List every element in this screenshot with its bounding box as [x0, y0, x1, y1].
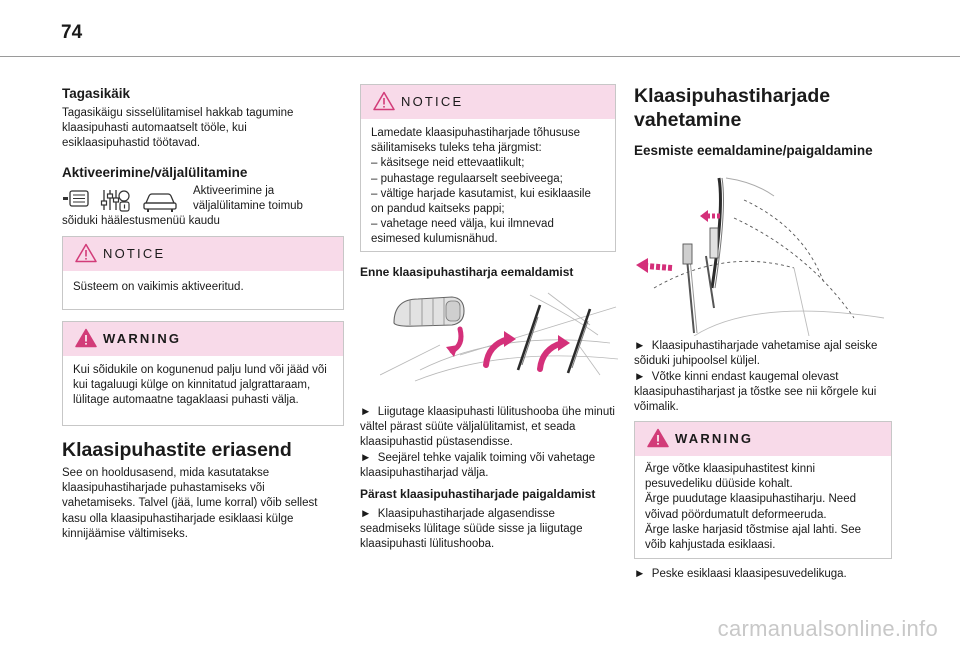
warning-box-2 — [634, 421, 892, 559]
notice-title: NOTICE — [401, 94, 464, 109]
enne-step-2: ► Seejärel tehke vajalik toiming või vahetage klaasipuhastiharjad välja. — [360, 451, 616, 481]
top-rule — [0, 56, 960, 57]
aktiveerimine-text-a: Aktiveerimine ja väljalülitamine toimub — [193, 185, 303, 213]
warning-text: Kui sõidukile on kogunenud palju lund või jääd või kui tagaluugi külge on kinnitatud jalgrattaraam, lülitage automaatne tagaklaasi puhasti välja. — [73, 364, 327, 407]
vehicle-settings-menu-icon — [62, 188, 187, 214]
notice-box-1 — [62, 236, 344, 310]
warning-icon — [75, 328, 97, 348]
wiper-stalk-illustration — [380, 285, 620, 385]
step-2: ► Võtke kinni endast kaugemal olevast klaasipuhastiharjast ja tõstke see nii kõrgele kui võimalik. — [634, 370, 890, 416]
parast-heading: Pärast klaasipuhastiharjade paigaldamist — [360, 487, 596, 501]
warning-text: Ärge võtke klaasipuhastitest kinni pesuvedeliku düüside kohalt. Ärge puudutage klaasipuhastiharju. Need võivad pöördumatult deformeeruda. Ärge laske harjasid tõstmise ajal lahti. See võib kahjustada esiklaasi. — [645, 463, 862, 552]
eemaldamine-heading: Eesmiste eemaldamine/paigaldamine — [634, 143, 873, 158]
notice-box-2 — [360, 84, 616, 252]
notice-icon — [373, 91, 395, 111]
wiper-blade-raised — [706, 178, 723, 308]
warning-title: WARNING — [103, 331, 182, 346]
warning-box-1 — [62, 321, 344, 426]
wiper-arm-left — [683, 244, 697, 333]
notice-text: Süsteem on vaikimis aktiveeritud. — [73, 281, 244, 293]
eriasend-heading: Klaasipuhastite eriasend — [62, 439, 292, 461]
wiper-removal-illustration — [634, 168, 884, 336]
pull-arrow-icon — [646, 266, 672, 268]
notice-icon — [75, 243, 97, 263]
warning-title: WARNING — [675, 431, 754, 446]
page-number: 74 — [61, 22, 83, 43]
wiper-blade-left — [518, 305, 540, 370]
enne-heading: Enne klaasipuhastiharja eemaldamist — [360, 265, 574, 279]
parast-step-1: ► Klaasipuhastiharjade algasendisse seadmiseks lülitage süüde sisse ja liigutage klaasipuhasti lülitushooba. — [360, 507, 616, 553]
settings-icons-row — [62, 188, 187, 214]
notice-text: Lamedate klaasipuhastiharjade tõhususe säilitamiseks tuleks teha järgmist: – käsitsege neid ettevaatlikult; – puhastage regulaarselt seebiveega; – vältige harjade kasutamist, kui esiklaasile on pandud kaitseks pappi; – vahetage need välja, kui ilmnevad esimesed kulumisnähud. — [371, 127, 591, 246]
warning-icon — [647, 428, 669, 448]
aktiveerimine-text-b: sõiduki häälestusmenüü kaudu — [62, 215, 220, 227]
tagasikaik-heading: Tagasikäik — [62, 86, 131, 101]
watermark: carmanualsonline.info — [717, 616, 938, 641]
step-3: ► Peske esiklaasi klaasipesuvedelikuga. — [634, 567, 890, 582]
wiper-stalk — [394, 297, 464, 326]
eriasend-text: See on hooldusasend, mida kasutatakse klaasipuhastiharjade puhastamiseks või vahetamiseks. Talvel (jää, lume korral) võib sellest kasu olla klaasipuhastiharjade esiklaasi külge kinnijäämise vältimiseks. — [62, 467, 318, 540]
tagasikaik-text: Tagasikäigu sisselülitamisel hakkab tagumine klaasipuhasti automaatselt tööle, kui esiklaasipuhastid töötavad. — [62, 107, 294, 150]
aktiveerimine-heading: Aktiveerimine/väljalülitamine — [62, 165, 248, 180]
vahetamine-heading: Klaasipuhastiharjade vahetamine — [634, 85, 831, 131]
step-1: ► Klaasipuhastiharjade vahetamise ajal seiske sõiduki juhipoolsel küljel. — [634, 339, 890, 369]
enne-step-1: ► Liigutage klaasipuhasti lülitushooba ühe minuti vältel pärast süüte väljalülitamist, et seada klaasipuhastid püstasendisse. — [360, 405, 616, 451]
notice-title: NOTICE — [103, 246, 166, 261]
